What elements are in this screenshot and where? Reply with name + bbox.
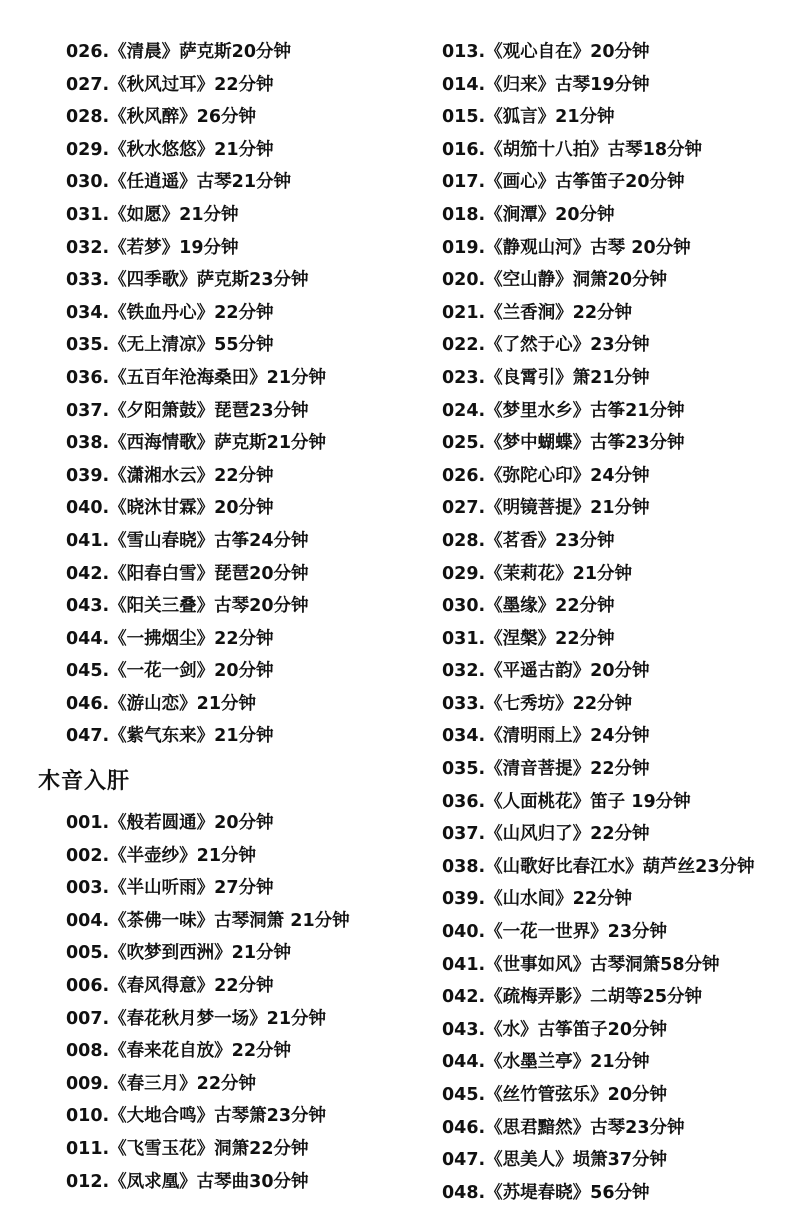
list-item: 019.《静观山河》古琴 20分钟 bbox=[442, 237, 691, 258]
list-item: 043.《阳关三叠》古琴20分钟 bbox=[66, 596, 309, 617]
list-item: 010.《大地合鸣》古琴箫23分钟 bbox=[66, 1106, 327, 1127]
list-item: 012.《凤求凰》古琴曲30分钟 bbox=[66, 1171, 309, 1192]
list-item: 030.《任逍遥》古琴21分钟 bbox=[66, 172, 292, 193]
list-item: 011.《飞雪玉花》洞箫22分钟 bbox=[66, 1139, 309, 1159]
list-item: 024.《梦里水乡》古筝21分钟 bbox=[442, 400, 685, 421]
list-item: 006.《春风得意》22分钟 bbox=[66, 976, 274, 997]
list-item: 039.《潇湘水云》22分钟 bbox=[66, 465, 274, 486]
list-item: 047.《紫气东来》21分钟 bbox=[66, 726, 274, 747]
list-item: 018.《涧潭》20分钟 bbox=[442, 204, 615, 225]
list-item: 032.《平遥古韵》20分钟 bbox=[442, 661, 650, 682]
list-item: 034.《铁血丹心》22分钟 bbox=[66, 302, 274, 323]
list-item: 008.《春来花自放》22分钟 bbox=[66, 1041, 292, 1062]
two-column-layout bbox=[22, 36, 778, 1203]
list-item: 037.《夕阳箫鼓》琵琶23分钟 bbox=[66, 400, 309, 421]
list-item: 036.《五百年沧海桑田》21分钟 bbox=[66, 367, 327, 388]
list-item: 032.《若梦》19分钟 bbox=[66, 237, 239, 258]
list-item: 003.《半山听雨》27分钟 bbox=[66, 878, 274, 899]
list-item: 031.《涅槃》22分钟 bbox=[442, 628, 615, 649]
list-item: 017.《画心》古筝笛子20分钟 bbox=[442, 172, 685, 193]
list-item: 033.《七秀坊》22分钟 bbox=[442, 693, 633, 714]
list-item: 046.《思君黯然》古琴23分钟 bbox=[442, 1117, 685, 1138]
list-item: 004.《茶佛一味》古琴洞箫 21分钟 bbox=[66, 910, 350, 931]
list-item: 023.《良霄引》箫21分钟 bbox=[442, 367, 650, 388]
list-item: 016.《胡笳十八拍》古琴18分钟 bbox=[442, 139, 703, 160]
list-item: 027.《明镜菩提》21分钟 bbox=[442, 498, 650, 519]
list-item: 029.《秋水悠悠》21分钟 bbox=[66, 139, 274, 160]
list-item: 045.《一花一剑》20分钟 bbox=[66, 661, 274, 682]
list-item: 027.《秋风过耳》22分钟 bbox=[66, 74, 274, 95]
list-item: 020.《空山静》洞箫20分钟 bbox=[442, 270, 668, 291]
list-item: 009.《春三月》22分钟 bbox=[66, 1073, 257, 1094]
list-item: 039.《山水间》22分钟 bbox=[442, 889, 633, 910]
list-item: 030.《墨缘》22分钟 bbox=[442, 596, 615, 617]
list-item: 038.《西海情歌》萨克斯21分钟 bbox=[66, 433, 327, 454]
list-item: 002.《半壶纱》21分钟 bbox=[66, 845, 257, 866]
list-item: 026.《弥陀心印》24分钟 bbox=[442, 465, 650, 486]
list-item: 022.《了然于心》23分钟 bbox=[442, 335, 650, 356]
list-item: 048.《苏堤春晓》56分钟 bbox=[442, 1182, 650, 1203]
list-item: 041.《雪山春晓》古筝24分钟 bbox=[66, 530, 309, 551]
list-item: 035.《清音菩提》22分钟 bbox=[442, 759, 650, 780]
right-column bbox=[424, 36, 778, 1209]
list-item: 013.《观心自在》20分钟 bbox=[442, 42, 650, 62]
list-item: 040.《一花一世界》23分钟 bbox=[442, 922, 668, 943]
list-item: 034.《清明雨上》24分钟 bbox=[442, 726, 650, 747]
section-heading: 木音入肝 bbox=[38, 769, 131, 795]
left-column bbox=[22, 36, 402, 1198]
list-item: 045.《丝竹管弦乐》20分钟 bbox=[442, 1085, 668, 1105]
list-item: 044.《一拂烟尘》22分钟 bbox=[66, 628, 274, 649]
list-item: 040.《晓沐甘霖》20分钟 bbox=[66, 498, 274, 519]
list-item: 028.《秋风醉》26分钟 bbox=[66, 107, 257, 128]
list-item: 046.《游山恋》21分钟 bbox=[66, 693, 257, 714]
list-item: 028.《茗香》23分钟 bbox=[442, 530, 615, 551]
list-item: 042.《阳春白雪》琵琶20分钟 bbox=[66, 563, 309, 584]
list-item: 042.《疏梅弄影》二胡等25分钟 bbox=[442, 987, 703, 1008]
list-item: 035.《无上清凉》55分钟 bbox=[66, 335, 274, 356]
list-item: 015.《狐言》21分钟 bbox=[442, 107, 615, 128]
list-item: 001.《般若圆通》20分钟 bbox=[66, 813, 274, 834]
list-item: 014.《归来》古琴19分钟 bbox=[442, 74, 650, 95]
list-item: 036.《人面桃花》笛子 19分钟 bbox=[442, 791, 691, 812]
list-item: 044.《水墨兰亭》21分钟 bbox=[442, 1052, 650, 1073]
list-item: 005.《吹梦到西洲》21分钟 bbox=[66, 943, 292, 964]
list-item: 043.《水》古筝笛子20分钟 bbox=[442, 1019, 668, 1040]
list-item: 041.《世事如风》古琴洞箫58分钟 bbox=[442, 954, 720, 975]
list-item: 025.《梦中蝴蝶》古筝23分钟 bbox=[442, 433, 685, 454]
list-item: 033.《四季歌》萨克斯23分钟 bbox=[66, 270, 309, 291]
list-item: 026.《清晨》萨克斯20分钟 bbox=[66, 42, 292, 62]
list-item: 021.《兰香涧》22分钟 bbox=[442, 302, 633, 323]
list-item: 007.《春花秋月梦一场》21分钟 bbox=[66, 1008, 327, 1029]
list-item: 038.《山歌好比春江水》葫芦丝23分钟 bbox=[442, 856, 755, 877]
list-item: 037.《山风归了》22分钟 bbox=[442, 824, 650, 845]
list-item: 031.《如愿》21分钟 bbox=[66, 204, 239, 225]
list-item: 047.《思美人》埙箫37分钟 bbox=[442, 1150, 668, 1171]
list-item: 029.《茉莉花》21分钟 bbox=[442, 563, 633, 584]
